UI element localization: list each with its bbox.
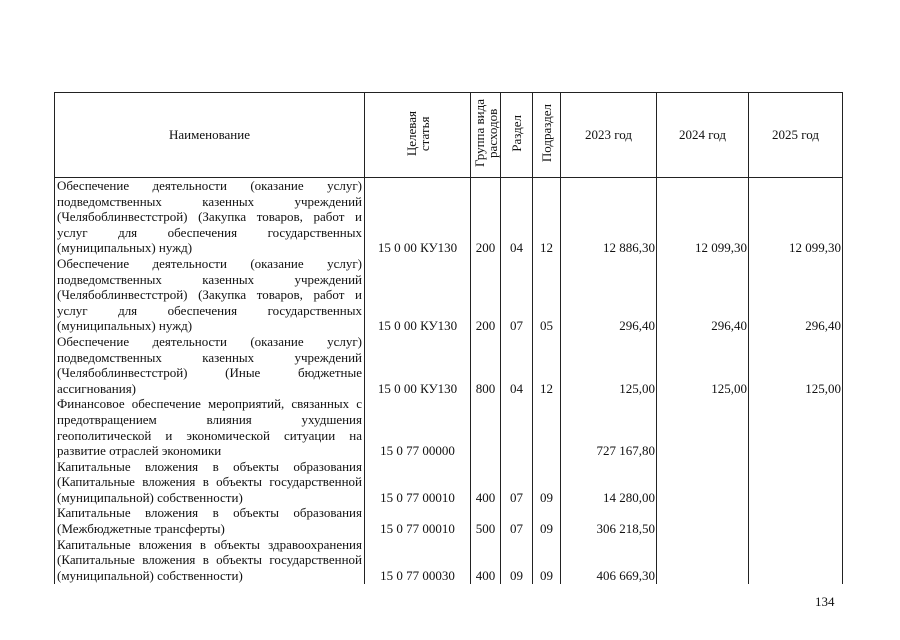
- table-row: [55, 505, 843, 536]
- header-expense-group-label: Группа вида расходов: [471, 99, 500, 168]
- cell-amount-2023: 406 669,30: [561, 537, 657, 585]
- cell-amount-2025: 12 099,30: [749, 178, 843, 256]
- cell-amount-2023: 296,40: [561, 256, 657, 334]
- header-year-2023: [561, 93, 657, 178]
- header-year-2025: [749, 93, 843, 178]
- cell-section: 04: [501, 334, 533, 396]
- cell-amount-2023: 14 280,00: [561, 459, 657, 506]
- cell-amount-2024: 296,40: [657, 256, 749, 334]
- cell-amount-2025: [749, 459, 843, 506]
- cell-subsection: 09: [533, 459, 561, 506]
- cell-target-article: 15 0 77 00000: [365, 396, 471, 458]
- header-year-2024-label: 2024 год: [679, 127, 726, 143]
- cell-amount-2024: [657, 505, 749, 536]
- header-year-2023-label: 2023 год: [585, 127, 632, 143]
- table-body: [55, 178, 843, 585]
- cell-expense-group: [471, 396, 501, 458]
- table-row: [55, 537, 843, 585]
- header-subsection: [533, 93, 561, 178]
- header-year-2024: [657, 93, 749, 178]
- cell-amount-2025: 125,00: [749, 334, 843, 396]
- cell-amount-2023: 125,00: [561, 334, 657, 396]
- cell-name: Обеспечение деятельности (оказание услуг) подведомственных казенных учреждений (Челябоблинвестстрой) (Иные бюджетные ассигнования): [55, 334, 365, 396]
- cell-section: 07: [501, 505, 533, 536]
- cell-target-article: 15 0 00 КУ130: [365, 334, 471, 396]
- header-target-article-label: Целевая статья: [403, 110, 432, 156]
- cell-expense-group: 200: [471, 178, 501, 256]
- cell-name: Капитальные вложения в объекты образования (Межбюджетные трансферты): [55, 505, 365, 536]
- cell-expense-group: 400: [471, 537, 501, 585]
- cell-amount-2023: 306 218,50: [561, 505, 657, 536]
- header-section: [501, 93, 533, 178]
- page-number: 134: [815, 594, 835, 609]
- cell-subsection: [533, 396, 561, 458]
- cell-name: Обеспечение деятельности (оказание услуг) подведомственных казенных учреждений (Челябоблинвестстрой) (Закупка товаров, работ и услуг для обеспечения государственных (муниципальных) нужд): [55, 178, 365, 256]
- header-name: [55, 93, 365, 178]
- cell-amount-2025: [749, 505, 843, 536]
- cell-name: Капитальные вложения в объекты здравоохранения (Капитальные вложения в объекты государственной (муниципальной) собственности): [55, 537, 365, 585]
- cell-target-article: 15 0 77 00010: [365, 505, 471, 536]
- cell-amount-2024: [657, 537, 749, 585]
- header-year-2025-label: 2025 год: [772, 127, 819, 143]
- cell-amount-2023: 12 886,30: [561, 178, 657, 256]
- cell-section: [501, 396, 533, 458]
- cell-amount-2024: [657, 396, 749, 458]
- cell-expense-group: 400: [471, 459, 501, 506]
- cell-target-article: 15 0 00 КУ130: [365, 178, 471, 256]
- header-expense-group: [471, 93, 501, 178]
- cell-target-article: 15 0 77 00030: [365, 537, 471, 585]
- cell-amount-2025: [749, 396, 843, 458]
- cell-amount-2024: 12 099,30: [657, 178, 749, 256]
- cell-section: 07: [501, 459, 533, 506]
- cell-section: 09: [501, 537, 533, 585]
- cell-subsection: 09: [533, 537, 561, 585]
- table-header: [55, 93, 843, 178]
- cell-subsection: 09: [533, 505, 561, 536]
- cell-name: Капитальные вложения в объекты образования (Капитальные вложения в объекты государственной (муниципальной) собственности): [55, 459, 365, 506]
- cell-expense-group: 200: [471, 256, 501, 334]
- cell-expense-group: 500: [471, 505, 501, 536]
- header-section-label: Раздел: [509, 114, 524, 152]
- cell-expense-group: 800: [471, 334, 501, 396]
- cell-amount-2024: 125,00: [657, 334, 749, 396]
- cell-section: 04: [501, 178, 533, 256]
- table-row: [55, 334, 843, 396]
- cell-target-article: 15 0 77 00010: [365, 459, 471, 506]
- cell-subsection: 05: [533, 256, 561, 334]
- header-name-label: Наименование: [169, 127, 250, 143]
- table-row: [55, 459, 843, 506]
- table-row: [55, 396, 843, 458]
- header-target-article: [365, 93, 471, 178]
- cell-amount-2025: 296,40: [749, 256, 843, 334]
- cell-subsection: 12: [533, 334, 561, 396]
- cell-amount-2025: [749, 537, 843, 585]
- cell-amount-2024: [657, 459, 749, 506]
- cell-subsection: 12: [533, 178, 561, 256]
- table-row: [55, 256, 843, 334]
- budget-table: [54, 92, 843, 584]
- header-subsection-label: Подраздел: [539, 104, 554, 163]
- cell-target-article: 15 0 00 КУ130: [365, 256, 471, 334]
- cell-name: Обеспечение деятельности (оказание услуг) подведомственных казенных учреждений (Челябоблинвестстрой) (Закупка товаров, работ и услуг для обеспечения государственных (муниципальных) нужд): [55, 256, 365, 334]
- cell-name: Финансовое обеспечение мероприятий, связанных с предотвращением влияния ухудшения геополитической и экономической ситуации на развитие отраслей экономики: [55, 396, 365, 458]
- table-row: [55, 178, 843, 256]
- cell-amount-2023: 727 167,80: [561, 396, 657, 458]
- cell-section: 07: [501, 256, 533, 334]
